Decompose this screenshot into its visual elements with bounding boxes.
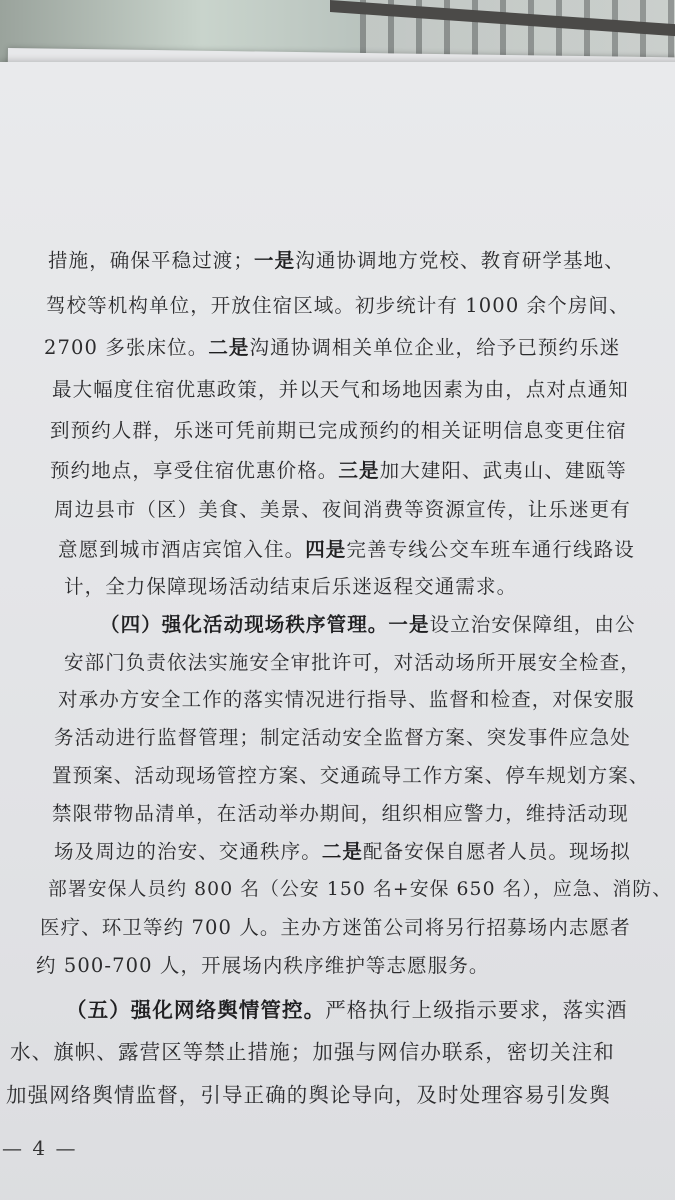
text-line (44, 332, 620, 360)
text-run-bold: 三是 (338, 459, 380, 482)
page-number: — 4 — (2, 1136, 78, 1160)
text-run: 意愿到城市酒店宾馆入住。 (58, 538, 306, 561)
text-run: 2700 多张床位。 (44, 336, 209, 359)
text-run-bold: 一是 (388, 613, 430, 636)
text-run-bold: 二是 (208, 336, 250, 359)
text-run: 医疗、环卫等约 700 人。主办方迷笛公司将另行招募场内志愿者 (40, 916, 631, 939)
text-run: 水、旗帜、露营区等禁止措施；加强与网信办联系，密切关注和 (10, 1040, 615, 1064)
text-run: 设立治安保障组，由公 (429, 613, 636, 636)
text-line (10, 1035, 615, 1065)
text-line (58, 684, 635, 712)
text-run: 对承办方安全工作的落实情况进行指导、监督和检查，对保安服 (58, 688, 635, 711)
text-run: 加强网络舆情监督，引导正确的舆论导向，及时处理容易引发舆 (6, 1083, 611, 1107)
text-run: 置预案、活动现场管控方案、交通疏导工作方案、停车规划方案、 (52, 764, 650, 787)
text-run: 措施，确保平稳过渡； (48, 249, 255, 272)
text-run-bold: 一是 (254, 249, 296, 272)
text-run: 约 500-700 人，开展场内秩序维护等志愿服务。 (36, 954, 490, 977)
text-run: 完善专线公交车班车通行线路设 (346, 538, 635, 561)
text-line (64, 647, 641, 675)
text-line (46, 290, 630, 318)
section-heading-line (100, 609, 636, 637)
section-heading: （四）强化活动现场秩序管理。 (100, 613, 389, 636)
text-line (52, 760, 649, 788)
text-run: 配备安保自愿者人员。现场拟 (363, 840, 631, 863)
text-run: 安部门负责依法实施安全审批许可，对活动场所开展安全检查， (64, 651, 641, 674)
text-run: 沟通协调地方党校、教育研学基地、 (295, 249, 625, 272)
text-run: 计，全力保障现场活动结束后乐迷返程交通需求。 (64, 575, 518, 598)
text-line (48, 245, 625, 273)
text-line (54, 494, 631, 522)
text-line (54, 722, 631, 750)
text-run: 部署安保人员约 800 名（公安 150 名+安保 650 名），应急、消防、 (48, 879, 673, 900)
text-run: 周边县市（区）美食、美景、夜间消费等资源宣传，让乐迷更有 (54, 498, 631, 521)
text-line (64, 571, 517, 599)
text-line (52, 798, 629, 826)
text-line (36, 950, 490, 978)
text-run: 禁限带物品清单，在活动举办期间，组织相应警力，维持活动现 (52, 802, 629, 825)
section-heading: （五）强化网络舆情管控。 (66, 998, 326, 1022)
text-run: 驾校等机构单位，开放住宿区域。初步统计有 1000 余个房间、 (46, 294, 630, 317)
text-line (48, 874, 672, 901)
text-run-bold: 四是 (305, 538, 347, 561)
text-line (58, 534, 635, 562)
text-run-bold: 二是 (321, 840, 364, 863)
text-run: 加大建阳、武夷山、建瓯等 (379, 459, 627, 482)
text-run: 沟通协调相关单位企业，给予已预约乐迷 (249, 336, 621, 359)
text-run: 预约地点，享受住宿优惠价格。 (50, 459, 339, 482)
text-line (54, 836, 631, 864)
text-run: 最大幅度住宿优惠政策，并以天气和场地因素为由，点对点通知 (52, 378, 629, 401)
text-line (40, 912, 631, 940)
text-line (6, 1078, 611, 1108)
text-run: 严格执行上级指示要求，落实酒 (325, 998, 628, 1022)
text-line (52, 374, 629, 402)
text-run: 到预约人群，乐迷可凭前期已完成预约的相关证明信息变更住宿 (50, 419, 627, 442)
text-run: 务活动进行监督管理；制定活动安全监督方案、突发事件应急处 (54, 726, 631, 749)
section-heading-line (66, 993, 628, 1023)
text-line (50, 415, 627, 443)
text-run: 场及周边的治安、交通秩序。 (54, 840, 322, 863)
text-line (50, 455, 627, 483)
